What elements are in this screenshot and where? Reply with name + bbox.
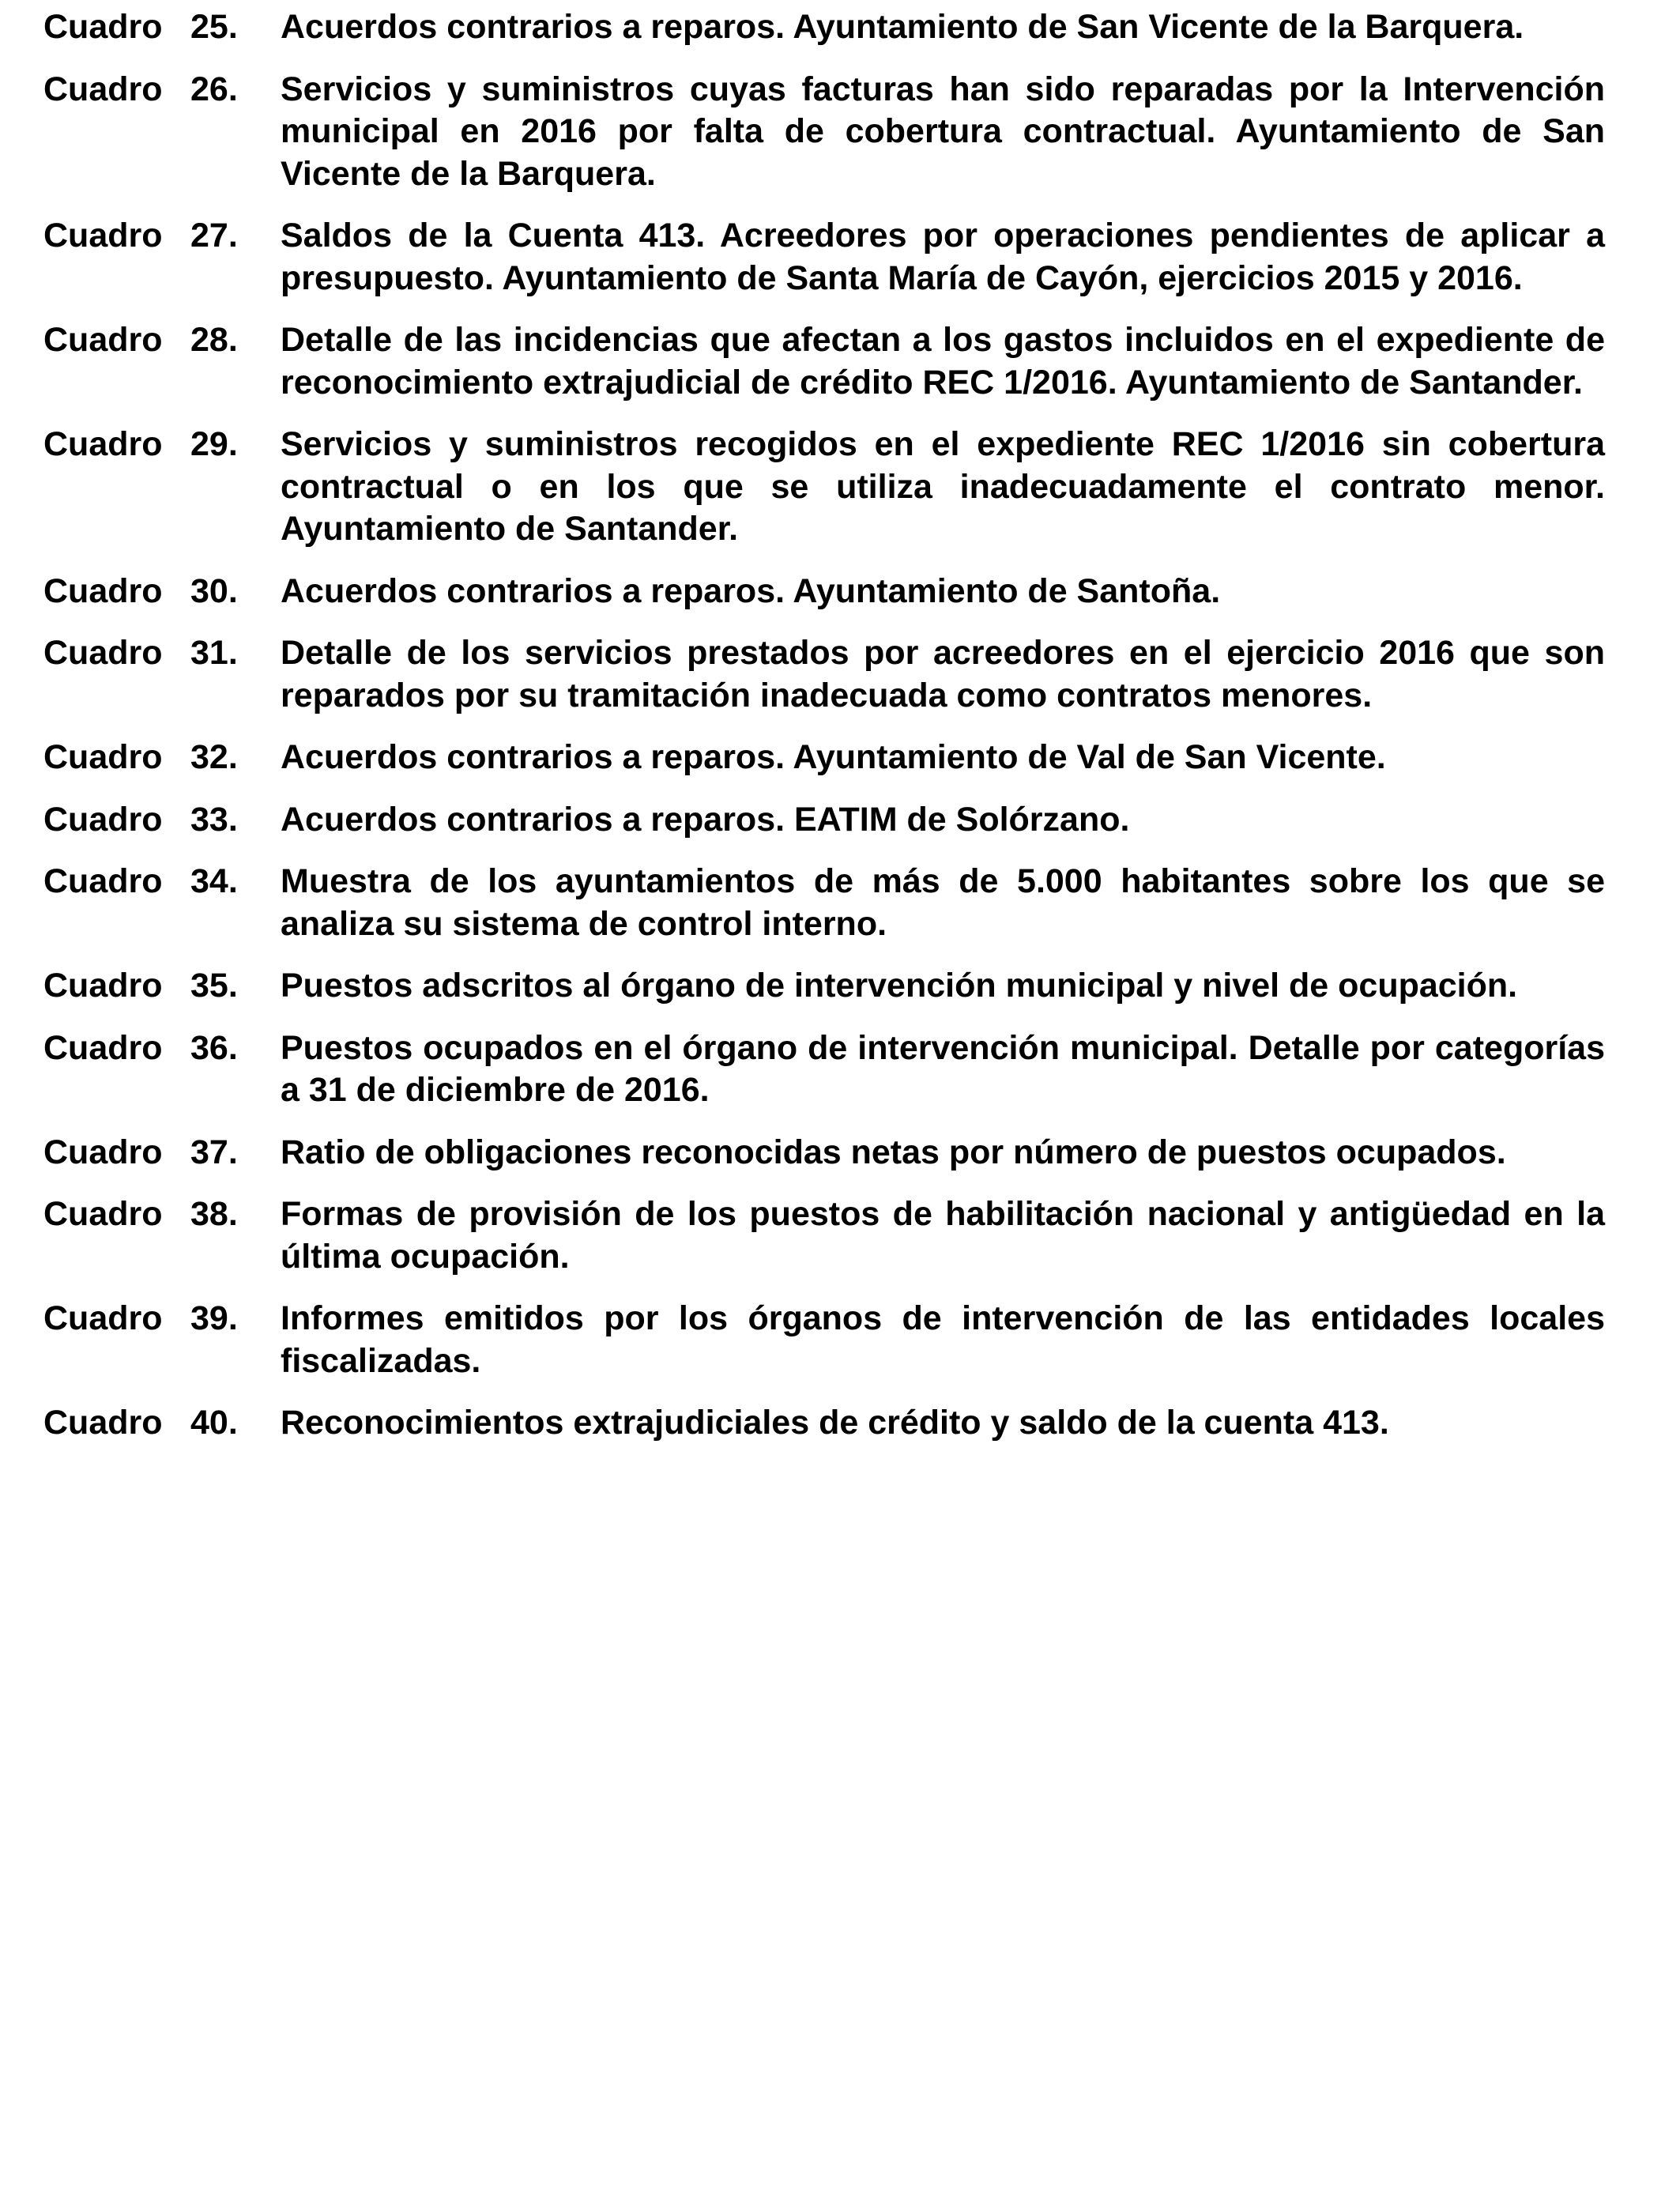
entry-label bbox=[43, 1193, 281, 1236]
list-item bbox=[43, 215, 1605, 300]
list-item bbox=[43, 1193, 1605, 1278]
entry-title: Acuerdos contrarios a reparos. Ayuntamiento de San Vicente de la Barquera. bbox=[281, 8, 1524, 46]
list-item bbox=[43, 1027, 1605, 1112]
entry-label-word: Cuadro bbox=[43, 967, 163, 1005]
entry-title: Acuerdos contrarios a reparos. Ayuntamiento de Santoña. bbox=[281, 571, 1221, 610]
entry-title: Acuerdos contrarios a reparos. EATIM de Solórzano. bbox=[281, 800, 1130, 839]
list-item bbox=[43, 1132, 1605, 1174]
entry-label-word: Cuadro bbox=[43, 425, 163, 463]
entry-label-word: Cuadro bbox=[43, 571, 163, 610]
entry-label bbox=[43, 965, 281, 1008]
entry-title: Muestra de los ayuntamientos de más de 5.000 habitantes sobre los que se analiza su sistema de control interno. bbox=[281, 862, 1605, 943]
entry-label bbox=[43, 69, 281, 111]
entry-label bbox=[43, 861, 281, 903]
entry-title: Acuerdos contrarios a reparos. Ayuntamiento de Val de San Vicente. bbox=[281, 738, 1386, 776]
entry-title: Formas de provisión de los puestos de habilitación nacional y antigüedad en la última ocupación. bbox=[281, 1195, 1605, 1276]
entry-label-word: Cuadro bbox=[43, 321, 163, 359]
entry-number: 36. bbox=[190, 1028, 238, 1067]
entry-number: 30. bbox=[190, 571, 238, 610]
entry-label-word: Cuadro bbox=[43, 1028, 163, 1067]
table-index-list bbox=[43, 6, 1605, 1465]
entry-number: 34. bbox=[190, 862, 238, 900]
entry-label-word: Cuadro bbox=[43, 8, 163, 46]
entry-label bbox=[43, 6, 281, 49]
entry-label-word: Cuadro bbox=[43, 1195, 163, 1233]
entry-title: Reconocimientos extrajudiciales de crédito y saldo de la cuenta 413. bbox=[281, 1404, 1389, 1442]
entry-number: 31. bbox=[190, 634, 238, 672]
entry-label-word: Cuadro bbox=[43, 738, 163, 776]
list-item bbox=[43, 632, 1605, 717]
entry-label-word: Cuadro bbox=[43, 800, 163, 839]
list-item bbox=[43, 1298, 1605, 1382]
entry-label bbox=[43, 1402, 281, 1445]
entry-label bbox=[43, 1132, 281, 1174]
entry-title: Detalle de los servicios prestados por acreedores en el ejercicio 2016 que son reparados por su tramitación inadecuada como contratos menores. bbox=[281, 634, 1605, 714]
entry-label bbox=[43, 1027, 281, 1070]
list-item bbox=[43, 319, 1605, 404]
entry-label-word: Cuadro bbox=[43, 1299, 163, 1337]
list-item bbox=[43, 69, 1605, 196]
list-item bbox=[43, 965, 1605, 1008]
entry-label-word: Cuadro bbox=[43, 217, 163, 254]
entry-number: 29. bbox=[190, 425, 238, 463]
entry-number: 35. bbox=[190, 967, 238, 1005]
entry-label-word: Cuadro bbox=[43, 70, 163, 108]
entry-title: Puestos ocupados en el órgano de intervención municipal. Detalle por categorías a 31 de diciembre de 2016. bbox=[281, 1028, 1605, 1109]
entry-label bbox=[43, 319, 281, 362]
entry-label bbox=[43, 424, 281, 466]
entry-number: 26. bbox=[190, 70, 238, 108]
entry-number: 38. bbox=[190, 1195, 238, 1233]
entry-label-word: Cuadro bbox=[43, 862, 163, 900]
list-item bbox=[43, 571, 1605, 613]
entry-title: Servicios y suministros recogidos en el expediente REC 1/2016 sin cobertura contractual o en los que se utiliza inadecuadamente el contrato menor. Ayuntamiento de Santander. bbox=[281, 425, 1605, 548]
list-item bbox=[43, 737, 1605, 779]
entry-number: 40. bbox=[190, 1404, 238, 1442]
entry-title: Detalle de las incidencias que afectan a los gastos incluidos en el expediente de reconocimiento extrajudicial de crédito REC 1/2016. Ayuntamiento de Santander. bbox=[281, 321, 1605, 401]
entry-label bbox=[43, 1298, 281, 1340]
entry-label bbox=[43, 215, 281, 258]
list-item bbox=[43, 861, 1605, 945]
list-item bbox=[43, 6, 1605, 49]
entry-title: Servicios y suministros cuyas facturas han sido reparadas por la Intervención municipal en 2016 por falta de cobertura contractual. Ayuntamiento de San Vicente de la Barquera. bbox=[281, 70, 1605, 193]
entry-label bbox=[43, 799, 281, 842]
entry-label bbox=[43, 737, 281, 779]
list-item bbox=[43, 424, 1605, 551]
entry-number: 27. bbox=[190, 217, 238, 254]
entry-label-word: Cuadro bbox=[43, 1404, 163, 1442]
entry-number: 25. bbox=[190, 8, 238, 46]
entry-title: Saldos de la Cuenta 413. Acreedores por operaciones pendientes de aplicar a presupuesto. Ayuntamiento de Santa María de Cayón, ejercicios 2015 y 2016. bbox=[281, 217, 1605, 297]
entry-number: 33. bbox=[190, 800, 238, 839]
list-item bbox=[43, 1402, 1605, 1445]
entry-label-word: Cuadro bbox=[43, 1133, 163, 1171]
entry-number: 37. bbox=[190, 1133, 238, 1171]
entry-number: 28. bbox=[190, 321, 238, 359]
entry-label bbox=[43, 632, 281, 675]
entry-label bbox=[43, 571, 281, 613]
list-item bbox=[43, 799, 1605, 842]
entry-title: Ratio de obligaciones reconocidas netas por número de puestos ocupados. bbox=[281, 1133, 1506, 1171]
entry-title: Puestos adscritos al órgano de intervención municipal y nivel de ocupación. bbox=[281, 967, 1518, 1005]
entry-label-word: Cuadro bbox=[43, 634, 163, 672]
entry-number: 39. bbox=[190, 1299, 238, 1337]
entry-number: 32. bbox=[190, 738, 238, 776]
entry-title: Informes emitidos por los órganos de intervención de las entidades locales fiscalizadas. bbox=[281, 1299, 1605, 1380]
